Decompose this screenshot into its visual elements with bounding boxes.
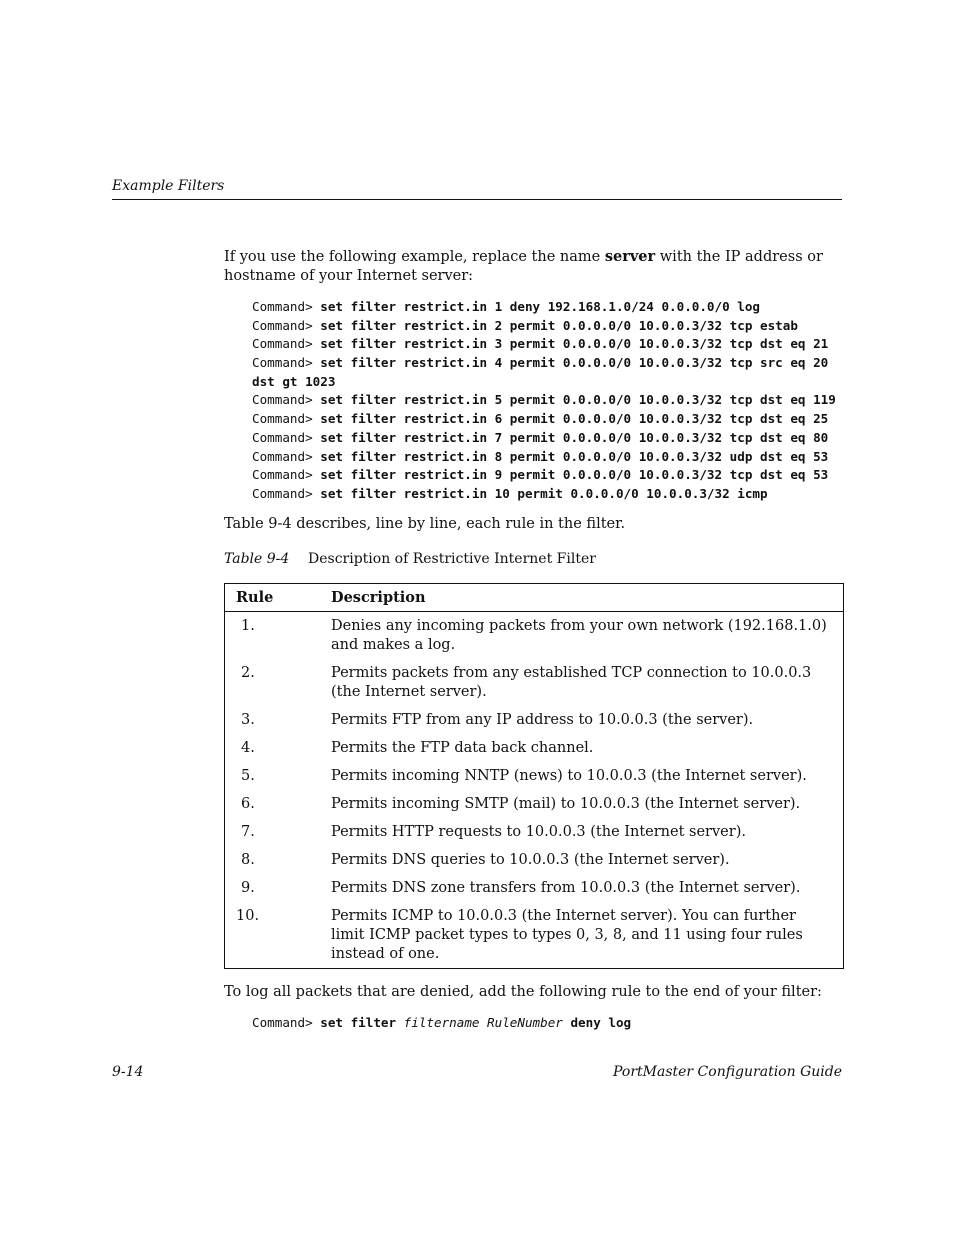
command-prompt: Command> [252, 448, 321, 464]
command-line [252, 429, 852, 448]
table-number: Table 9-4 [224, 551, 290, 567]
command-line [252, 373, 852, 392]
rule-number: 4. [241, 740, 255, 756]
command-line [252, 466, 852, 485]
rule-number: 9. [241, 880, 255, 896]
command-block [252, 298, 852, 504]
command-line [252, 410, 852, 429]
rule-description: Denies any incoming packets from your own network (192.168.1.0) and makes a log. [331, 618, 827, 653]
book-title: PortMaster Configuration Guide [613, 1064, 842, 1080]
command-text: set filter restrict.in 3 permit 0.0.0.0/0 10.0.0.3/32 tcp dst eq 21 [320, 336, 829, 352]
log-command: Command> set filter filtername RuleNumber deny log [252, 1015, 632, 1030]
rule-description: Permits packets from any established TCP connection to 10.0.0.3 (the Internet server). [331, 665, 812, 700]
running-header: Example Filters [112, 178, 225, 194]
command-text: set filter restrict.in 8 permit 0.0.0.0/0 10.0.0.3/32 udp dst eq 53 [320, 448, 829, 464]
command-text: set filter restrict.in 6 permit 0.0.0.0/0 10.0.0.3/32 tcp dst eq 25 [320, 411, 829, 427]
command-prompt: Command> [252, 411, 321, 427]
command-line [252, 335, 852, 354]
table-row [225, 612, 844, 660]
rule-description: Permits the FTP data back channel. [331, 740, 594, 756]
intro-paragraph: If you use the following example, replace the name server with the IP address or hostname of your Internet server: [224, 248, 823, 284]
server-term: server [604, 248, 656, 265]
table-row [225, 818, 844, 846]
command-line [252, 448, 852, 467]
rule-description: Permits ICMP to 10.0.0.3 (the Internet server). You can further limit ICMP packet types to types 0, 3, 8, and 11 using four rules instead of one. [331, 908, 803, 962]
table-row [225, 706, 844, 734]
rule-description: Permits FTP from any IP address to 10.0.0.3 (the server). [331, 712, 754, 728]
rule-number: 8. [241, 852, 255, 868]
table-header-row [225, 584, 844, 612]
command-line [252, 354, 852, 373]
command-prompt: Command> [252, 317, 321, 333]
rule-number: 5. [241, 768, 255, 784]
table-row [225, 874, 844, 902]
rule-number: 7. [241, 824, 255, 840]
rule-description: Permits incoming NNTP (news) to 10.0.0.3 (the Internet server). [331, 768, 807, 784]
rule-column-header: Rule [225, 584, 321, 612]
page-number: 9-14 [112, 1064, 144, 1080]
rule-number: 6. [241, 796, 255, 812]
log-paragraph: To log all packets that are denied, add the following rule to the end of your filter: [224, 984, 822, 1000]
table-row [225, 902, 844, 969]
table-row [225, 734, 844, 762]
command-line [252, 391, 852, 410]
command-line [252, 485, 852, 504]
table-row [225, 790, 844, 818]
table-row [225, 846, 844, 874]
table-intro: Table 9-4 describes, line by line, each rule in the filter. [224, 516, 626, 532]
table-caption [224, 551, 596, 567]
table-row [225, 659, 844, 706]
command-text: set filter restrict.in 10 permit 0.0.0.0/0 10.0.0.3/32 icmp [320, 485, 768, 501]
command-text: dst gt 1023 [252, 373, 336, 389]
command-text: set filter restrict.in 7 permit 0.0.0.0/0 10.0.0.3/32 tcp dst eq 80 [320, 429, 829, 445]
rule-number: 1. [241, 618, 255, 634]
command-prompt: Command> [252, 429, 321, 445]
command-prompt: Command> [252, 336, 321, 352]
command-prompt: Command> [252, 485, 321, 501]
rule-description: Permits DNS queries to 10.0.0.3 (the Internet server). [331, 852, 730, 868]
rule-number: 2. [241, 665, 255, 681]
command-text: set filter restrict.in 1 deny 192.168.1.0/24 0.0.0.0/0 log [320, 299, 761, 314]
placeholder-args: filtername RuleNumber [403, 1015, 563, 1030]
rule-number: 3. [241, 712, 255, 728]
command-text: set filter restrict.in 4 permit 0.0.0.0/0 10.0.0.3/32 tcp src eq 20 [320, 355, 829, 371]
rules-table [224, 583, 844, 969]
command-prompt: Command> [252, 355, 321, 371]
rule-number: 10. [236, 908, 260, 924]
header-rule [112, 199, 842, 200]
description-column-header: Description [320, 584, 844, 612]
rule-description: Permits DNS zone transfers from 10.0.0.3 (the Internet server). [331, 880, 801, 896]
table-row [225, 762, 844, 790]
command-text: set filter restrict.in 5 permit 0.0.0.0/0 10.0.0.3/32 tcp dst eq 119 [320, 392, 836, 408]
command-line [252, 317, 852, 336]
rule-description: Permits incoming SMTP (mail) to 10.0.0.3 (the Internet server). [331, 796, 801, 812]
command-text: set filter restrict.in 2 permit 0.0.0.0/0 10.0.0.3/32 tcp estab [320, 317, 798, 333]
command-prompt: Command> [252, 299, 321, 314]
rule-description: Permits HTTP requests to 10.0.0.3 (the Internet server). [331, 824, 746, 840]
command-prompt: Command> [252, 392, 321, 408]
command-line [252, 298, 852, 317]
table-caption-text: Description of Restrictive Internet Filter [308, 551, 596, 567]
command-text: set filter restrict.in 9 permit 0.0.0.0/0 10.0.0.3/32 tcp dst eq 53 [320, 467, 829, 483]
command-prompt: Command> [252, 467, 321, 483]
